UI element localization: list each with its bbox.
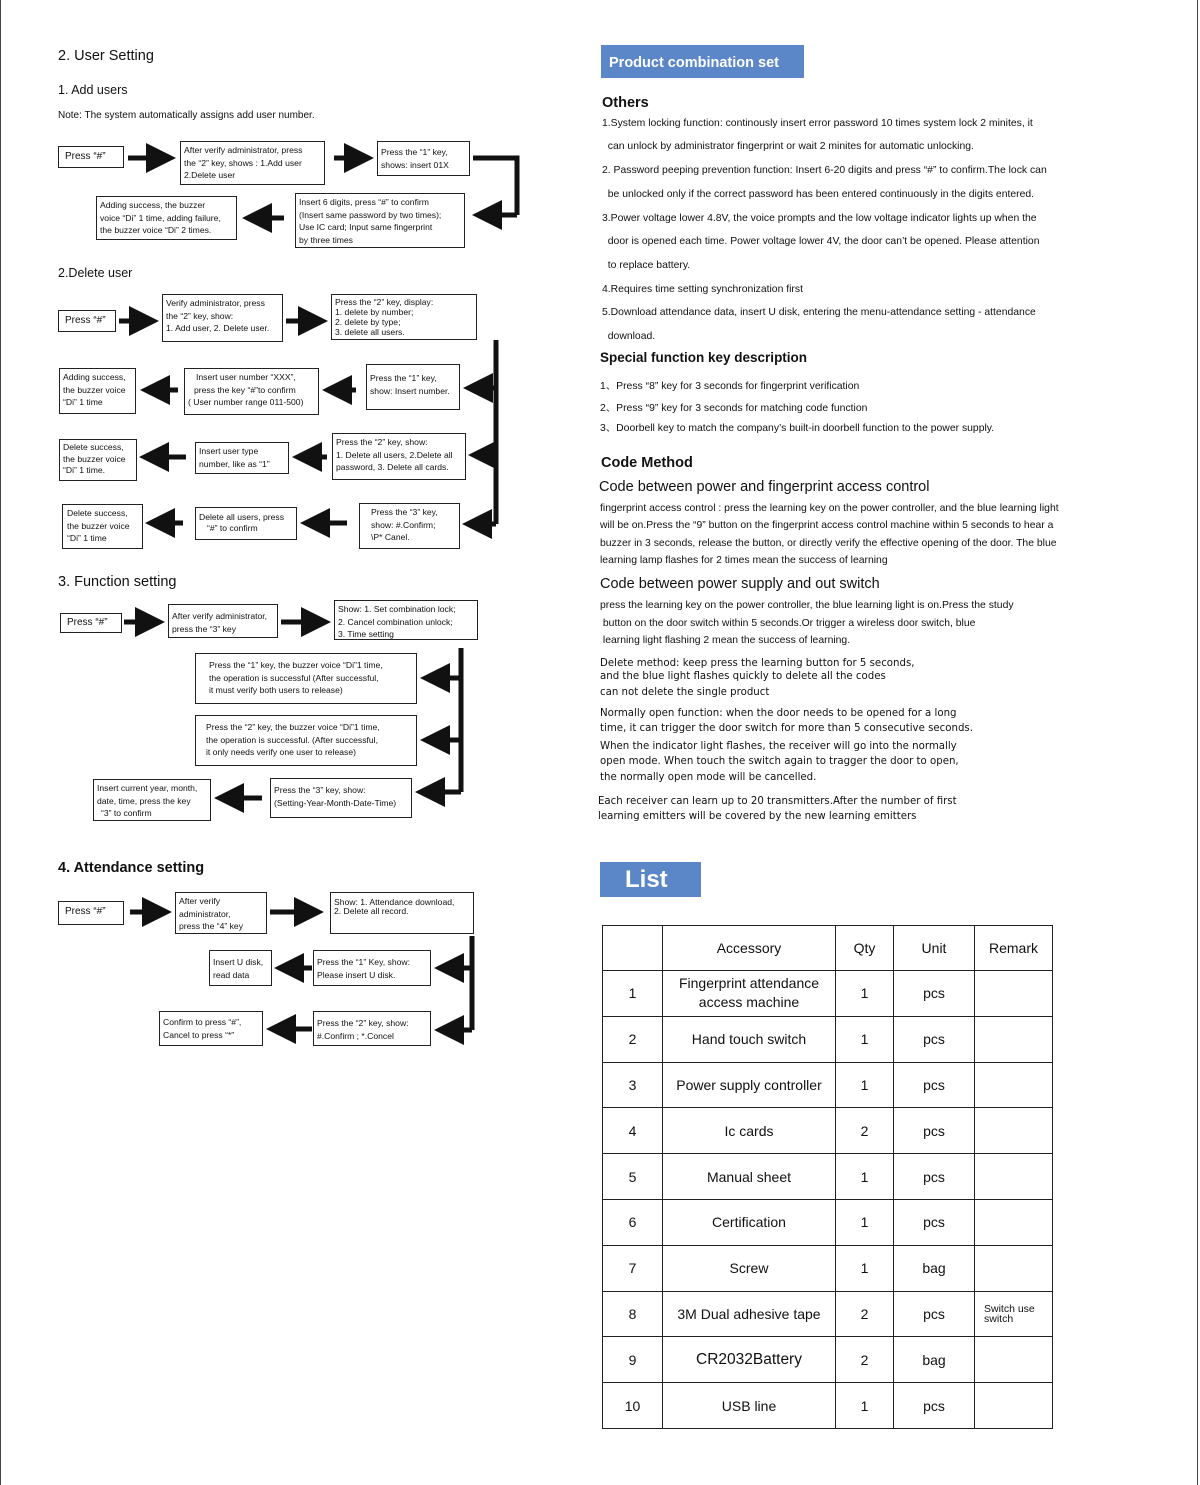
receiver-line: Each receiver can learn up to 20 transmitters.After the number of first <box>598 796 957 807</box>
table-cell: USB line <box>663 1383 836 1429</box>
add-users-heading: 1. Add users <box>58 83 128 97</box>
table-cell: Certification <box>663 1199 836 1245</box>
table-cell: 3 <box>603 1062 663 1108</box>
box-line: 2. delete by type; <box>335 317 401 327</box>
box-line: the buzzer voice <box>67 520 130 531</box>
box-line: by three times <box>299 234 353 245</box>
press-label: Press “#” <box>65 315 106 326</box>
box-line: (Insert same password by two times); <box>299 209 442 220</box>
box-line: Press the “2” key, show: <box>336 437 428 447</box>
box-line: the operation is successful. (After successful, <box>206 734 378 745</box>
box-line: number, like as “1” <box>199 458 270 469</box>
table-cell <box>975 1154 1053 1200</box>
box-line: (Setting-Year-Month-Date-Time) <box>274 797 397 808</box>
box-line: Press the “1” key, <box>370 373 437 383</box>
table-cell <box>975 1016 1053 1062</box>
header-cell: Accessory <box>663 926 836 971</box>
special-line: 1、Press “8” key for 3 seconds for fingerprint verification <box>600 381 860 392</box>
code-p2-line: press the learning key on the power controller, the blue learning light is on.Press the study <box>600 600 1014 611</box>
box-line: shows: insert 01X <box>381 159 449 170</box>
table-cell: pcs <box>894 1062 975 1108</box>
table-cell: pcs <box>894 1291 975 1337</box>
box-line: “Di” 1 time <box>63 397 103 408</box>
normally-open-line: open mode. When touch the switch again to tragger the door to open, <box>600 756 959 767</box>
box-line: press the key “#”to confirm <box>194 384 296 395</box>
box-line: 1. delete by number; <box>335 307 414 317</box>
table-cell: 6 <box>603 1199 663 1245</box>
table-cell: 8 <box>603 1291 663 1337</box>
box-line: 3. Time setting <box>338 629 394 640</box>
box-line: After verify administrator, <box>172 611 268 621</box>
box-line: After verify administrator, press <box>184 145 303 155</box>
others-line: be unlocked only if the correct password has been entered continuously in the digits entered. <box>602 189 1035 200</box>
box-line: administrator, <box>179 908 231 919</box>
special-line: 2、Press “9” key for 3 seconds for matching code function <box>600 403 868 414</box>
box-line: Delete success, <box>63 442 124 452</box>
code-subheading-1: Code between power and fingerprint access control <box>599 479 930 495</box>
special-line: 3、Doorbell key to match the company’s built-in doorbell function to the power supply. <box>600 423 995 434</box>
box-line: voice “Di” 1 time, adding failure, <box>100 212 221 223</box>
box-line: Use IC card; Input same fingerprint <box>299 222 433 233</box>
table-cell: 7 <box>603 1245 663 1291</box>
others-line: 5.Download attendance data, insert U disk, entering the menu-attendance setting - attendance <box>602 307 1036 318</box>
code-p1-line: buzzer in 3 seconds, release the button, or directly verify the effective opening of the door. The blue <box>600 538 1057 549</box>
table-cell: bag <box>894 1337 975 1383</box>
box-line: Press the “2” key, the buzzer voice “Di”1 time, <box>206 722 380 732</box>
table-cell: 5 <box>603 1154 663 1200</box>
box-line: Insert 6 digits, press “#” to confirm <box>299 197 429 207</box>
box-line: Insert user type <box>199 446 259 456</box>
delete-method-line: Delete method: keep press the learning button for 5 seconds, <box>600 658 915 669</box>
box-line: “Di” 1 time <box>67 533 107 544</box>
product-combination-banner: Product combination set <box>601 45 804 78</box>
table-cell: 1 <box>836 1383 894 1429</box>
box-line: Please insert U disk. <box>317 969 396 980</box>
box-line: After verify <box>179 896 221 906</box>
box-line: show: Insert number. <box>370 385 450 396</box>
code-p1-line: learning lamp flashes for 2 times mean the success of learning <box>600 555 888 566</box>
table-cell: pcs <box>894 971 975 1017</box>
user-setting-title: 2. User Setting <box>58 48 154 64</box>
table-cell: 2 <box>603 1016 663 1062</box>
box-line: Press the “3” key, <box>371 507 438 517</box>
box-line: 3. delete all users. <box>335 327 405 337</box>
box-line: 2. Delete all record. <box>334 905 409 916</box>
others-line: 3.Power voltage lower 4.8V, the voice prompts and the low voltage indicator lights up when the <box>602 213 1037 224</box>
others-line: to replace battery. <box>602 260 691 271</box>
box-line: \P* Canel. <box>371 532 410 543</box>
special-function-title: Special function key description <box>600 350 808 365</box>
table-cell: 2 <box>836 1291 894 1337</box>
function-setting-heading: 3. Function setting <box>58 574 177 590</box>
box-line: 2.Delete user <box>184 170 236 181</box>
box-line: Delete all users, press <box>199 512 285 522</box>
code-method-title: Code Method <box>601 455 693 471</box>
box-line: #.Confirm ; *.Concel <box>317 1030 394 1041</box>
table-row <box>603 1337 1053 1383</box>
normally-open-line: the normally open mode will be cancelled. <box>600 772 817 783</box>
box-line: Press the “1” key, <box>381 147 448 157</box>
box-line: Confirm to press “#”, <box>163 1017 242 1027</box>
normally-open-line: time, it can trigger the door switch for more than 5 consecutive seconds. <box>600 723 973 734</box>
table-row <box>603 1154 1053 1200</box>
code-p1-line: fingerprint access control : press the learning key on the power controller, and the blue learning light <box>600 503 1059 514</box>
table-cell <box>975 1199 1053 1245</box>
table-row <box>603 1291 1053 1337</box>
box-line: press the “3” key <box>172 623 236 634</box>
press-label: Press “#” <box>65 151 106 162</box>
box-line: Press the “3” key, show: <box>274 785 366 795</box>
table-cell: CR2032Battery <box>663 1337 836 1383</box>
press-label: Press “#” <box>67 617 108 628</box>
others-line: download. <box>602 331 656 342</box>
box-line: Insert current year, month, <box>97 783 198 793</box>
box-line: “Di” 1 time. <box>63 465 106 475</box>
table-cell: bag <box>894 1245 975 1291</box>
list-banner: List <box>600 862 701 897</box>
box-line: it must verify both users to release) <box>209 685 343 696</box>
header-cell <box>603 926 663 971</box>
box-line: the “2” key, shows : 1.Add user <box>184 157 302 168</box>
normally-open-line: When the indicator light flashes, the receiver will go into the normally <box>600 741 957 752</box>
box-line: Insert user number “XXX”, <box>196 372 296 382</box>
table-cell: Power supply controller <box>663 1062 836 1108</box>
table-row <box>603 1016 1053 1062</box>
attendance-setting-heading: 4. Attendance setting <box>58 860 205 876</box>
table-cell: 1 <box>836 1245 894 1291</box>
code-p1-line: will be on.Press the “9” button on the fingerprint access control machine within 5 seconds to hear a <box>600 520 1054 531</box>
table-cell: 1 <box>836 1016 894 1062</box>
box-line: the buzzer voice <box>63 453 126 464</box>
box-line: date, time, press the key <box>97 795 191 806</box>
table-cell: pcs <box>894 1108 975 1154</box>
box-line: Cancel to press “*” <box>163 1029 235 1040</box>
box-line: ( User number range 011-500) <box>188 397 304 408</box>
table-cell: 1 <box>836 1154 894 1200</box>
table-cell: 1 <box>603 971 663 1017</box>
others-line: 4.Requires time setting synchronization first <box>602 284 803 295</box>
box-line: Press the “1” Key, show: <box>317 957 410 967</box>
box-line: the buzzer voice <box>63 384 126 395</box>
table-cell: 1 <box>836 1199 894 1245</box>
accessory-list-table <box>602 925 1053 1429</box>
box-line: the operation is successful (After successful, <box>209 672 379 683</box>
header-cell: Unit <box>894 926 975 971</box>
table-row <box>603 971 1053 1017</box>
header-cell: Qty <box>836 926 894 971</box>
table-cell: 10 <box>603 1383 663 1429</box>
table-cell: 1 <box>836 971 894 1017</box>
code-p2-line: learning light flashing 2 mean the success of learning. <box>600 635 851 646</box>
box-line: Adding success, <box>63 372 126 382</box>
box-line: Press the “1” key, the buzzer voice “Di”1 time, <box>209 660 383 670</box>
others-line: can unlock by administrator fingerprint or wait 2 minites for automatic unlocking. <box>602 141 974 152</box>
delete-method-line: can not delete the single product <box>600 687 770 698</box>
box-line: show: #.Confirm; <box>371 519 436 530</box>
table-cell: Switch use switch <box>975 1291 1053 1337</box>
box-line: read data <box>213 969 250 980</box>
table-cell <box>975 1062 1053 1108</box>
table-cell: 2 <box>836 1337 894 1383</box>
table-cell: pcs <box>894 1154 975 1200</box>
box-line: Show: 1. Attendance download, <box>334 897 455 907</box>
table-cell: Screw <box>663 1245 836 1291</box>
normally-open-line: Normally open function: when the door needs to be opened for a long <box>600 708 957 719</box>
table-cell <box>975 971 1053 1017</box>
box-line: Adding success, the buzzer <box>100 200 206 210</box>
table-cell: 1 <box>836 1062 894 1108</box>
table-cell: Fingerprint attendance access machine <box>663 971 836 1017</box>
others-line: 2. Password peeping prevention function: Insert 6-20 digits and press “#” to confirm.The lock can <box>602 165 1047 176</box>
box-line: Show: 1. Set combination lock; <box>338 604 456 614</box>
box-line: Delete success, <box>67 508 128 518</box>
table-row <box>603 1062 1053 1108</box>
table-cell: 9 <box>603 1337 663 1383</box>
others-line: door is opened each time. Power voltage lower 4V, the door can’t be opened. Please attention <box>602 236 1040 247</box>
others-line: 1.System locking function: continously insert error password 10 times system lock 2 minites, it <box>602 118 1033 129</box>
box-line: press the “4” key <box>179 921 243 932</box>
box-line: Press the “2” key, show: <box>317 1018 409 1028</box>
table-row <box>603 1199 1053 1245</box>
table-cell: 3M Dual adhesive tape <box>663 1291 836 1337</box>
box-line: “3” to confirm <box>101 808 152 819</box>
box-line: Verify administrator, press <box>166 298 265 308</box>
delete-method-line: and the blue light flashes quickly to delete all the codes <box>600 671 886 682</box>
table-cell <box>975 1383 1053 1429</box>
table-row <box>603 1245 1053 1291</box>
box-line: the buzzer voice “Di” 2 times. <box>100 225 212 236</box>
table-cell: 4 <box>603 1108 663 1154</box>
table-cell <box>975 1108 1053 1154</box>
code-subheading-2: Code between power supply and out switch <box>600 576 880 592</box>
table-cell: pcs <box>894 1016 975 1062</box>
box-line: it only needs verify one user to release) <box>206 747 356 758</box>
table-cell: Manual sheet <box>663 1154 836 1200</box>
others-title: Others <box>602 95 649 111</box>
box-line: Press the “2” key, display: <box>335 297 434 307</box>
table-cell: 2 <box>836 1108 894 1154</box>
table-cell <box>975 1337 1053 1383</box>
delete-user-heading: 2.Delete user <box>58 266 133 280</box>
box-line: 1. Delete all users, 2.Delete all <box>336 449 453 460</box>
table-cell: Ic cards <box>663 1108 836 1154</box>
add-users-note: Note: The system automatically assigns add user number. <box>58 110 315 121</box>
box-line: 2. Cancel combination unlock; <box>338 616 453 627</box>
table-cell: pcs <box>894 1383 975 1429</box>
box-line: 1. Add user, 2. Delete user. <box>166 323 270 334</box>
box-line: password, 3. Delete all cards. <box>336 462 449 473</box>
table-row <box>603 1108 1053 1154</box>
box-line: Insert U disk, <box>213 957 264 967</box>
header-cell: Remark <box>975 926 1053 971</box>
receiver-line: learning emitters will be covered by the new learning emitters <box>598 811 917 822</box>
table-cell: pcs <box>894 1199 975 1245</box>
box-line: “#” to confirm <box>207 523 258 533</box>
code-p2-line: button on the door switch within 5 seconds.Or trigger a wireless door switch, blue <box>600 618 976 629</box>
table-cell: Hand touch switch <box>663 1016 836 1062</box>
press-label: Press “#” <box>65 906 106 917</box>
table-row <box>603 1383 1053 1429</box>
box-line: the “2” key, show: <box>166 310 234 321</box>
table-cell <box>975 1245 1053 1291</box>
table-header-row <box>603 926 1053 971</box>
